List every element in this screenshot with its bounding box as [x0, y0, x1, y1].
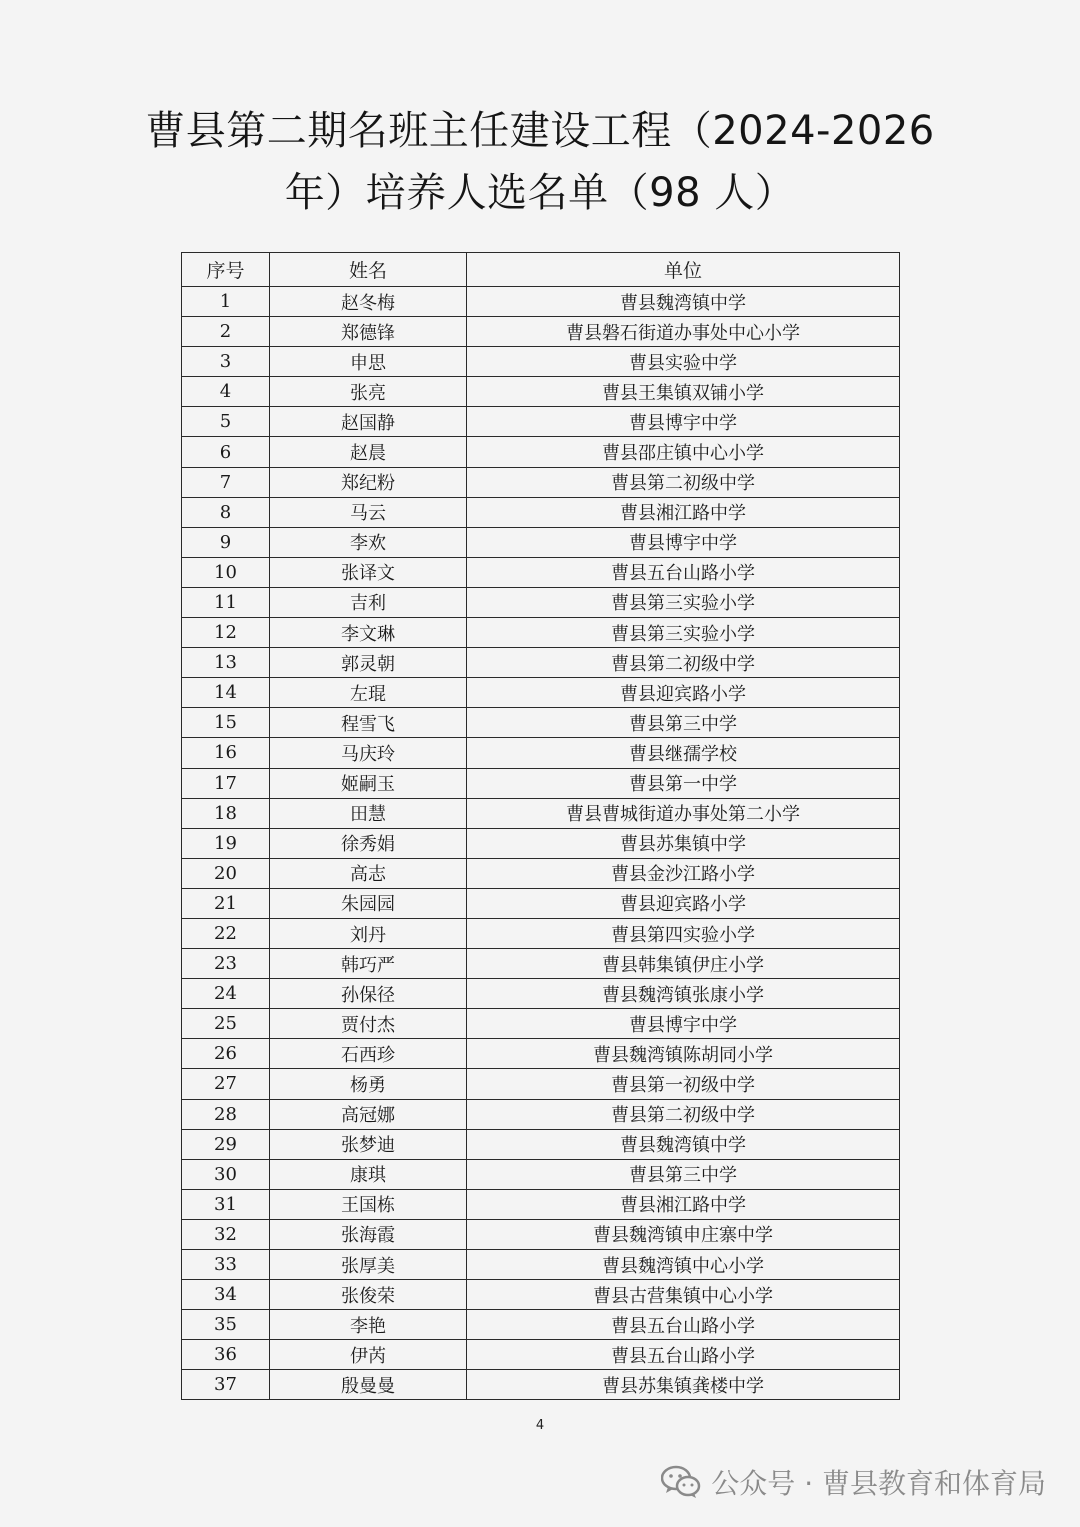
cell-number: 33	[182, 1250, 270, 1280]
table-row	[182, 1370, 900, 1400]
cell-unit: 曹县迎宾路小学	[467, 678, 900, 708]
cell-number: 16	[182, 738, 270, 768]
table-row	[182, 527, 900, 557]
cell-number: 23	[182, 949, 270, 979]
cell-unit: 曹县第四实验小学	[467, 918, 900, 948]
cell-name: 张梦迪	[270, 1129, 467, 1159]
table-row	[182, 317, 900, 347]
cell-unit: 曹县苏集镇中学	[467, 828, 900, 858]
cell-number: 10	[182, 557, 270, 587]
cell-number: 25	[182, 1009, 270, 1039]
table-row	[182, 497, 900, 527]
table-row	[182, 618, 900, 648]
cell-unit: 曹县湘江路中学	[467, 1189, 900, 1219]
table-row	[182, 1280, 900, 1310]
header-name: 姓名	[270, 253, 467, 287]
cell-name: 吉利	[270, 587, 467, 617]
cell-number: 28	[182, 1099, 270, 1129]
table-row	[182, 467, 900, 497]
cell-number: 31	[182, 1189, 270, 1219]
cell-number: 13	[182, 648, 270, 678]
table-row	[182, 648, 900, 678]
table-row	[182, 1340, 900, 1370]
cell-number: 7	[182, 467, 270, 497]
cell-number: 19	[182, 828, 270, 858]
cell-number: 2	[182, 317, 270, 347]
cell-unit: 曹县邵庄镇中心小学	[467, 437, 900, 467]
cell-number: 20	[182, 858, 270, 888]
cell-unit: 曹县五台山路小学	[467, 1340, 900, 1370]
cell-unit: 曹县第三实验小学	[467, 618, 900, 648]
cell-name: 杨勇	[270, 1069, 467, 1099]
cell-number: 32	[182, 1219, 270, 1249]
table-row	[182, 587, 900, 617]
cell-name: 李文琳	[270, 618, 467, 648]
table-row	[182, 287, 900, 317]
table-row	[182, 708, 900, 738]
cell-name: 姬嗣玉	[270, 768, 467, 798]
cell-number: 8	[182, 497, 270, 527]
cell-name: 赵晨	[270, 437, 467, 467]
cell-unit: 曹县迎宾路小学	[467, 888, 900, 918]
table-row	[182, 437, 900, 467]
cell-unit: 曹县湘江路中学	[467, 497, 900, 527]
cell-name: 高志	[270, 858, 467, 888]
cell-number: 30	[182, 1159, 270, 1189]
cell-name: 左琨	[270, 678, 467, 708]
cell-name: 张海霞	[270, 1219, 467, 1249]
table-row	[182, 798, 900, 828]
cell-name: 张亮	[270, 377, 467, 407]
cell-number: 29	[182, 1129, 270, 1159]
cell-number: 4	[182, 377, 270, 407]
document-title	[100, 100, 980, 224]
cell-unit: 曹县苏集镇龚楼中学	[467, 1370, 900, 1400]
table-row	[182, 768, 900, 798]
cell-name: 李艳	[270, 1310, 467, 1340]
cell-name: 赵国静	[270, 407, 467, 437]
cell-number: 35	[182, 1310, 270, 1340]
cell-name: 马庆玲	[270, 738, 467, 768]
cell-name: 高冠娜	[270, 1099, 467, 1129]
cell-unit: 曹县第三实验小学	[467, 587, 900, 617]
cell-unit: 曹县继孺学校	[467, 738, 900, 768]
table-row	[182, 738, 900, 768]
table-row	[182, 347, 900, 377]
cell-number: 11	[182, 587, 270, 617]
cell-unit: 曹县古营集镇中心小学	[467, 1280, 900, 1310]
cell-name: 殷曼曼	[270, 1370, 467, 1400]
cell-name: 李欢	[270, 527, 467, 557]
cell-name: 贾付杰	[270, 1009, 467, 1039]
table-row	[182, 1069, 900, 1099]
cell-number: 14	[182, 678, 270, 708]
cell-unit: 曹县金沙江路小学	[467, 858, 900, 888]
cell-unit: 曹县五台山路小学	[467, 1310, 900, 1340]
cell-unit: 曹县五台山路小学	[467, 557, 900, 587]
cell-name: 朱园园	[270, 888, 467, 918]
cell-number: 22	[182, 918, 270, 948]
cell-name: 马云	[270, 497, 467, 527]
cell-unit: 曹县魏湾镇中心小学	[467, 1250, 900, 1280]
cell-unit: 曹县曹城街道办事处第二小学	[467, 798, 900, 828]
cell-unit: 曹县博宇中学	[467, 407, 900, 437]
cell-name: 郭灵朝	[270, 648, 467, 678]
roster-body	[182, 287, 900, 1400]
title-line-2: 年）培养人选名单（98 人）	[284, 170, 796, 216]
table-row	[182, 1189, 900, 1219]
table-row	[182, 858, 900, 888]
cell-unit: 曹县第一中学	[467, 768, 900, 798]
cell-unit: 曹县实验中学	[467, 347, 900, 377]
cell-number: 1	[182, 287, 270, 317]
cell-name: 张译文	[270, 557, 467, 587]
cell-unit: 曹县博宇中学	[467, 1009, 900, 1039]
cell-name: 石西珍	[270, 1039, 467, 1069]
table-row	[182, 979, 900, 1009]
cell-number: 36	[182, 1340, 270, 1370]
cell-name: 赵冬梅	[270, 287, 467, 317]
title-line-1: 曹县第二期名班主任建设工程（2024-2026	[145, 108, 935, 154]
cell-number: 3	[182, 347, 270, 377]
cell-unit: 曹县第二初级中学	[467, 1099, 900, 1129]
cell-number: 26	[182, 1039, 270, 1069]
cell-unit: 曹县第一初级中学	[467, 1069, 900, 1099]
watermark	[661, 1462, 1046, 1502]
cell-number: 18	[182, 798, 270, 828]
cell-name: 田慧	[270, 798, 467, 828]
table-row	[182, 377, 900, 407]
cell-number: 9	[182, 527, 270, 557]
page-number: 4	[535, 1418, 545, 1433]
cell-number: 15	[182, 708, 270, 738]
cell-number: 12	[182, 618, 270, 648]
roster-table	[181, 252, 900, 1400]
cell-number: 27	[182, 1069, 270, 1099]
cell-name: 韩巧严	[270, 949, 467, 979]
table-row	[182, 678, 900, 708]
table-row	[182, 918, 900, 948]
cell-number: 17	[182, 768, 270, 798]
table-row	[182, 828, 900, 858]
table-row	[182, 1099, 900, 1129]
cell-name: 王国栋	[270, 1189, 467, 1219]
cell-unit: 曹县韩集镇伊庄小学	[467, 949, 900, 979]
cell-unit: 曹县魏湾镇陈胡同小学	[467, 1039, 900, 1069]
cell-unit: 曹县王集镇双铺小学	[467, 377, 900, 407]
table-row	[182, 1250, 900, 1280]
cell-unit: 曹县博宇中学	[467, 527, 900, 557]
watermark-text: 公众号 · 曹县教育和体育局	[711, 1467, 1046, 1500]
cell-unit: 曹县第二初级中学	[467, 648, 900, 678]
cell-unit: 曹县魏湾镇张康小学	[467, 979, 900, 1009]
table-row	[182, 1219, 900, 1249]
cell-unit: 曹县魏湾镇中学	[467, 287, 900, 317]
table-row	[182, 1039, 900, 1069]
table-row	[182, 1310, 900, 1340]
cell-unit: 曹县磐石街道办事处中心小学	[467, 317, 900, 347]
cell-name: 康琪	[270, 1159, 467, 1189]
header-row	[182, 253, 900, 287]
cell-name: 孙保径	[270, 979, 467, 1009]
cell-number: 21	[182, 888, 270, 918]
table-row	[182, 557, 900, 587]
cell-name: 伊芮	[270, 1340, 467, 1370]
cell-name: 申思	[270, 347, 467, 377]
table-row	[182, 949, 900, 979]
header-unit: 单位	[467, 253, 900, 287]
table-row	[182, 1009, 900, 1039]
cell-number: 6	[182, 437, 270, 467]
cell-unit: 曹县魏湾镇中学	[467, 1129, 900, 1159]
cell-name: 张厚美	[270, 1250, 467, 1280]
table-row	[182, 888, 900, 918]
cell-number: 24	[182, 979, 270, 1009]
cell-number: 37	[182, 1370, 270, 1400]
wechat-icon	[661, 1465, 701, 1499]
cell-number: 34	[182, 1280, 270, 1310]
cell-unit: 曹县第三中学	[467, 708, 900, 738]
cell-name: 张俊荣	[270, 1280, 467, 1310]
table-row	[182, 1129, 900, 1159]
cell-unit: 曹县第三中学	[467, 1159, 900, 1189]
cell-name: 程雪飞	[270, 708, 467, 738]
cell-name: 郑纪粉	[270, 467, 467, 497]
cell-name: 郑德锋	[270, 317, 467, 347]
header-number: 序号	[182, 253, 270, 287]
cell-name: 徐秀娟	[270, 828, 467, 858]
cell-unit: 曹县魏湾镇申庄寨中学	[467, 1219, 900, 1249]
cell-number: 5	[182, 407, 270, 437]
cell-name: 刘丹	[270, 918, 467, 948]
table-row	[182, 1159, 900, 1189]
cell-unit: 曹县第二初级中学	[467, 467, 900, 497]
table-row	[182, 407, 900, 437]
